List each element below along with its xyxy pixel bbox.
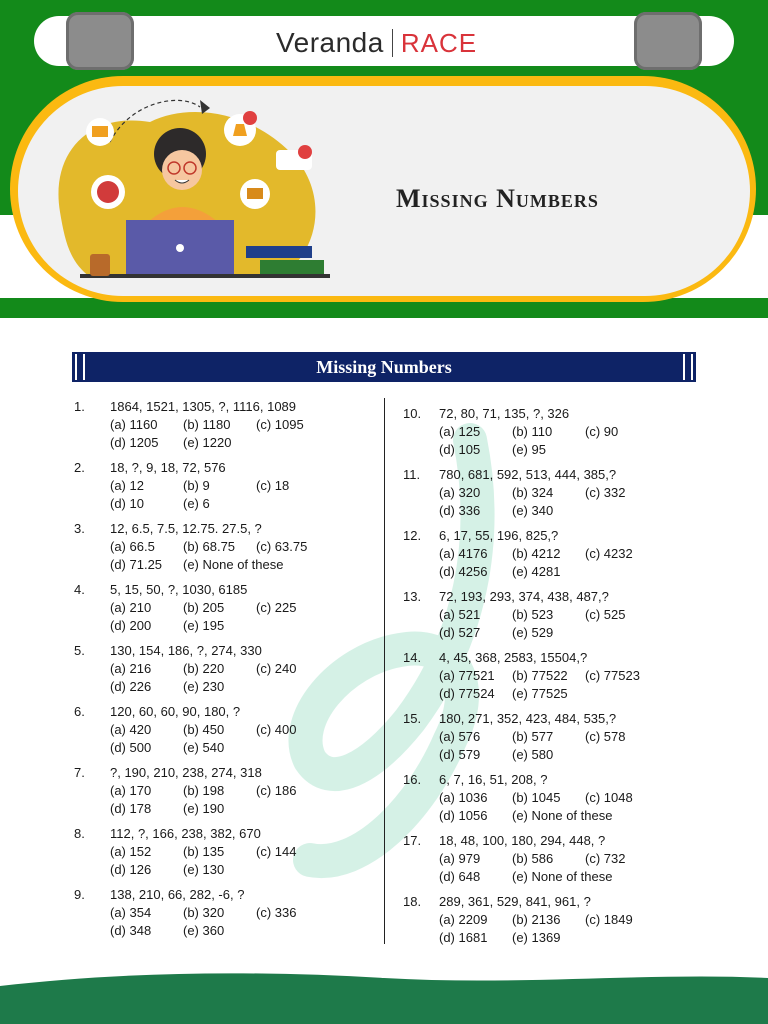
question-number: 11.: [403, 467, 421, 482]
answer-option: (a) 216: [110, 661, 152, 676]
question-item: [74, 703, 374, 759]
question-sequence: 72, 193, 293, 374, 438, 487,?: [439, 589, 609, 604]
question-number: 16.: [403, 772, 422, 787]
answer-option: (e) 130: [183, 862, 225, 877]
logo-veranda: Veranda: [276, 27, 384, 58]
answer-option: (d) 336: [439, 503, 481, 518]
answer-option: (b) 586: [512, 851, 554, 866]
answer-option: (d) 1056: [439, 808, 488, 823]
answer-option: (d) 105: [439, 442, 481, 457]
answer-option: (c) 90: [585, 424, 619, 439]
answer-option: (e) 230: [183, 679, 225, 694]
answer-option: (c) 1095: [256, 417, 304, 432]
question-sequence: 112, ?, 166, 238, 382, 670: [110, 826, 261, 841]
question-sequence: 5, 15, 50, ?, 1030, 6185: [110, 582, 248, 597]
answer-option: (b) 577: [512, 729, 554, 744]
answer-option: (d) 527: [439, 625, 481, 640]
answer-option: (c) 63.75: [256, 539, 308, 554]
answer-option: (c) 578: [585, 729, 626, 744]
student-laptop-illustration: [50, 92, 340, 292]
answer-option: (c) 240: [256, 661, 297, 676]
question-item: [74, 886, 374, 942]
answer-option: (c) 400: [256, 722, 297, 737]
answer-option: (a) 2209: [439, 912, 488, 927]
answer-option: (b) 68.75: [183, 539, 236, 554]
answer-option: (d) 348: [110, 923, 152, 938]
question-number: 5.: [74, 643, 85, 658]
logo-separator: [392, 29, 393, 57]
answer-option: (e) 190: [183, 801, 225, 816]
answer-option: (d) 4256: [439, 564, 488, 579]
logo: [276, 26, 477, 60]
answer-option: (a) 1160: [110, 417, 158, 432]
question-number: 10.: [403, 406, 422, 421]
answer-option: (b) 9: [183, 478, 210, 493]
question-item: [403, 649, 703, 705]
question-number: 6.: [74, 704, 85, 719]
answer-option: (e) None of these: [183, 557, 284, 572]
answer-option: (a) 66.5: [110, 539, 155, 554]
answer-option: (d) 579: [439, 747, 481, 762]
question-item: [403, 771, 703, 827]
question-number: 17.: [403, 833, 422, 848]
section-header-left-lines: [75, 354, 85, 380]
answer-option: (b) 1180: [183, 417, 231, 432]
answer-option: (b) 220: [183, 661, 225, 676]
answer-option: (a) 4176: [439, 546, 488, 561]
question-sequence: 1864, 1521, 1305, ?, 1116, 1089: [110, 399, 297, 414]
answer-option: (e) 6: [183, 496, 210, 511]
answer-option: (a) 1036: [439, 790, 488, 805]
scroll-roller-left: [66, 12, 134, 70]
answer-option: (d) 178: [110, 801, 152, 816]
question-sequence: 12, 6.5, 7.5, 12.75. 27.5, ?: [110, 521, 262, 536]
question-item: [74, 581, 374, 637]
answer-option: (b) 77522: [512, 668, 568, 683]
answer-option: (a) 576: [439, 729, 481, 744]
question-item: [403, 466, 703, 522]
answer-option: (a) 979: [439, 851, 481, 866]
answer-option: (c) 336: [256, 905, 297, 920]
answer-option: (e) None of these: [512, 808, 613, 823]
answer-option: (b) 135: [183, 844, 225, 859]
answer-option: (c) 225: [256, 600, 297, 615]
answer-option: (e) 580: [512, 747, 554, 762]
answer-option: (c) 525: [585, 607, 626, 622]
answer-option: (a) 210: [110, 600, 152, 615]
answer-option: (e) 340: [512, 503, 554, 518]
answer-option: (d) 1681: [439, 930, 488, 945]
answer-option: (e) 77525: [512, 686, 568, 701]
answer-option: (d) 1205: [110, 435, 159, 450]
answer-option: (a) 125: [439, 424, 481, 439]
answer-option: (b) 324: [512, 485, 554, 500]
question-sequence: 120, 60, 60, 90, 180, ?: [110, 704, 241, 719]
answer-option: (a) 152: [110, 844, 152, 859]
answer-option: (e) 95: [512, 442, 546, 457]
question-sequence: 130, 154, 186, ?, 274, 330: [110, 643, 262, 658]
question-sequence: 289, 361, 529, 841, 961, ?: [439, 894, 591, 909]
question-item: [403, 832, 703, 888]
answer-option: (e) 540: [183, 740, 225, 755]
question-item: [74, 764, 374, 820]
answer-option: (d) 500: [110, 740, 152, 755]
answer-option: (e) 1220: [183, 435, 232, 450]
answer-option: (b) 198: [183, 783, 225, 798]
question-sequence: ?, 190, 210, 238, 274, 318: [110, 765, 262, 780]
answer-option: (b) 523: [512, 607, 554, 622]
answer-option: (e) 1369: [512, 930, 561, 945]
answer-option: (e) 529: [512, 625, 554, 640]
question-number: 1.: [74, 399, 85, 414]
banner-title: Missing Numbers: [396, 184, 599, 213]
question-sequence: 780, 681, 592, 513, 444, 385,?: [439, 467, 617, 482]
question-item: [74, 398, 374, 454]
footer-wave: [0, 968, 768, 1024]
answer-option: (a) 320: [439, 485, 481, 500]
question-sequence: 138, 210, 66, 282, -6, ?: [110, 887, 245, 902]
answer-option: (c) 144: [256, 844, 297, 859]
question-number: 8.: [74, 826, 85, 841]
question-number: 7.: [74, 765, 85, 780]
question-sequence: 6, 7, 16, 51, 208, ?: [439, 772, 548, 787]
question-item: [74, 825, 374, 881]
answer-option: (b) 450: [183, 722, 225, 737]
answer-option: (c) 186: [256, 783, 297, 798]
question-item: [403, 527, 703, 583]
question-number: 2.: [74, 460, 85, 475]
question-number: 12.: [403, 528, 422, 543]
question-sequence: 18, ?, 9, 18, 72, 576: [110, 460, 226, 475]
question-item: [74, 642, 374, 698]
answer-option: (d) 71.25: [110, 557, 163, 572]
answer-option: (e) 4281: [512, 564, 561, 579]
question-sequence: 180, 271, 352, 423, 484, 535,?: [439, 711, 617, 726]
answer-option: (e) 360: [183, 923, 225, 938]
question-number: 18.: [403, 894, 422, 909]
answer-option: (d) 648: [439, 869, 481, 884]
answer-option: (c) 77523: [585, 668, 640, 683]
answer-option: (b) 205: [183, 600, 225, 615]
answer-option: (e) 195: [183, 618, 225, 633]
question-sequence: 6, 17, 55, 196, 825,?: [439, 528, 559, 543]
question-number: 4.: [74, 582, 85, 597]
question-number: 9.: [74, 887, 85, 902]
section-header: [72, 352, 696, 382]
question-sequence: 72, 80, 71, 135, ?, 326: [439, 406, 570, 421]
question-number: 13.: [403, 589, 422, 604]
answer-option: (b) 4212: [512, 546, 561, 561]
answer-option: (a) 354: [110, 905, 152, 920]
question-number: 14.: [403, 650, 422, 665]
answer-option: (d) 226: [110, 679, 152, 694]
answer-option: (c) 4232: [585, 546, 633, 561]
answer-option: (d) 77524: [439, 686, 495, 701]
question-item: [403, 893, 703, 949]
answer-option: (b) 2136: [512, 912, 561, 927]
answer-option: (b) 1045: [512, 790, 561, 805]
answer-option: (c) 1849: [585, 912, 633, 927]
answer-option: (d) 200: [110, 618, 152, 633]
answer-option: (e) None of these: [512, 869, 613, 884]
answer-option: (a) 420: [110, 722, 152, 737]
answer-option: (d) 126: [110, 862, 152, 877]
answer-option: (b) 320: [183, 905, 225, 920]
section-header-right-lines: [683, 354, 693, 380]
question-sequence: 4, 45, 368, 2583, 15504,?: [439, 650, 588, 665]
answer-option: (a) 170: [110, 783, 152, 798]
question-number: 15.: [403, 711, 422, 726]
question-sequence: 18, 48, 100, 180, 294, 448, ?: [439, 833, 606, 848]
answer-option: (a) 12: [110, 478, 144, 493]
question-item: [403, 588, 703, 644]
answer-option: (d) 10: [110, 496, 144, 511]
logo-race: RACE: [400, 27, 478, 58]
question-item: [403, 405, 703, 461]
answer-option: (b) 110: [512, 424, 553, 439]
answer-option: (a) 521: [439, 607, 481, 622]
section-title: Missing Numbers: [316, 356, 452, 377]
column-divider: [384, 398, 385, 944]
scroll-roller-right: [634, 12, 702, 70]
answer-option: (a) 77521: [439, 668, 495, 683]
answer-option: (c) 732: [585, 851, 626, 866]
answer-option: (c) 1048: [585, 790, 633, 805]
question-item: [403, 710, 703, 766]
answer-option: (c) 332: [585, 485, 626, 500]
question-number: 3.: [74, 521, 85, 536]
answer-option: (c) 18: [256, 478, 290, 493]
question-item: [74, 459, 374, 515]
question-item: [74, 520, 374, 576]
